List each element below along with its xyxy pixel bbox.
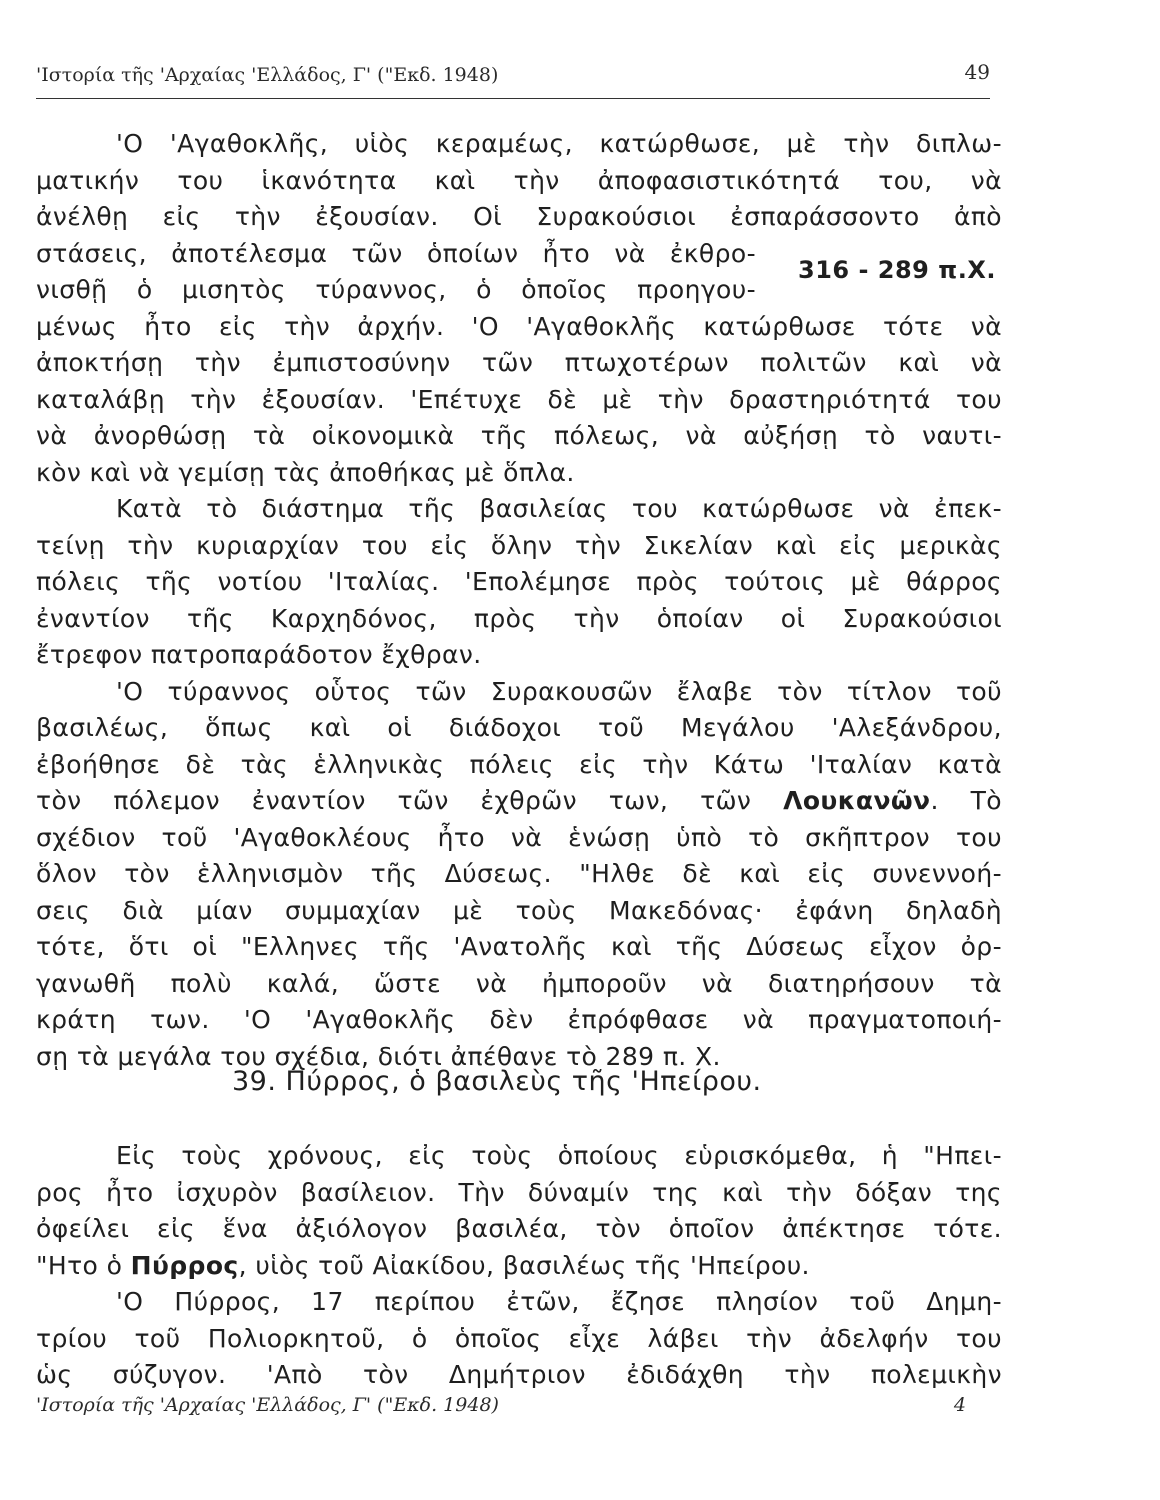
text-line: σχέδιον τοῦ 'Αγαθοκλέους ἦτο νὰ ἑνώσῃ ὑπὸ τὸ σκῆπτρον του — [36, 822, 1002, 852]
page-number: 49 — [964, 60, 990, 84]
text-line: ἐβοήθησε δὲ τὰς ἑλληνικὰς πόλεις εἰς τὴν Κάτω 'Ιταλίαν κατὰ — [36, 749, 1002, 779]
text-line: ὀφείλει εἰς ἕνα ἀξιόλογον βασιλέα, τὸν ὁποῖον ἀπέκτησε τότε. — [36, 1214, 1002, 1243]
text-line: τότε, ὅτι οἱ "Ελληνες τῆς 'Ανατολῆς καὶ τῆς Δύσεως εἶχον ὀρ- — [36, 932, 1002, 961]
signature-number: 4 — [953, 1394, 966, 1416]
date-sidenote: 316 - 289 π.Χ. — [798, 256, 996, 284]
text-fragment: τὸν πόλεμον ἐναντίον τῶν ἐχθρῶν των, τῶν — [36, 786, 784, 815]
text-line: ὅλον τὸν ἑλληνισμὸν τῆς Δύσεως. "Ηλθε δὲ καὶ εἰς συνεννοή- — [36, 859, 1002, 888]
text-line: σῃ τὰ μεγάλα του σχέδια, διότι ἀπέθανε τὸ 289 π. Χ. — [36, 1041, 721, 1071]
text-line: νισθῇ ὁ μισητὸς τύραννος, ὁ ὁποῖος προηγου- — [36, 275, 756, 304]
text-line: ματικήν του ἱκανότητα καὶ τὴν ἀποφασιστικότητά του, νὰ — [36, 165, 1002, 195]
text-line: μένως ἦτο εἰς τὴν ἀρχήν. 'Ο 'Αγαθοκλῆς κατώρθωσε τότε νὰ — [36, 311, 1002, 341]
text-line: 'Ο Πύρρος, 17 περίπου ἐτῶν, ἔζησε πλησίον τοῦ Δημη- — [116, 1287, 1002, 1316]
text-line: Εἰς τοὺς χρόνους, εἰς τοὺς ὁποίους εὑρισκόμεθα, ἡ "Ηπει- — [116, 1141, 1002, 1170]
section-heading: 39. Πύρρος, ὁ βασιλεὺς τῆς 'Ηπείρου. — [232, 1066, 762, 1097]
text-line: γανωθῆ πολὺ καλά, ὥστε νὰ ἠμποροῦν νὰ διατηρήσουν τὰ — [36, 968, 1002, 998]
text-line: ἀνέλθῃ εἰς τὴν ἐξουσίαν. Οἱ Συρακούσιοι ἐσπαράσσοντο ἀπὸ — [36, 202, 1002, 231]
text-line: ἐναντίον τῆς Καρχηδόνος, πρὸς τὴν ὁποίαν οἱ Συρακούσιοι — [36, 603, 1002, 633]
text-line: τρίου τοῦ Πολιορκητοῦ, ὁ ὁποῖος εἶχε λάβει τὴν ἀδελφήν του — [36, 1323, 1002, 1353]
text-line: κράτη των. 'Ο 'Αγαθοκλῆς δὲν ἐπρόφθασε νὰ πραγματοποιή- — [36, 1005, 1002, 1034]
text-line — [36, 1248, 1002, 1285]
footer-title: 'Ιστορία τῆς 'Αρχαίας 'Ελλάδος, Γ' ("Εκδ. 1948) — [36, 1394, 499, 1416]
main-text-continued — [36, 1138, 1002, 1394]
header-rule — [36, 98, 990, 99]
bold-term: Πύρρος — [130, 1250, 239, 1280]
main-text — [36, 126, 1002, 1075]
text-line: τείνῃ τὴν κυριαρχίαν του εἰς ὅλην τὴν Σικελίαν καὶ εἰς μερικὰς — [36, 530, 1002, 560]
text-line: ἀποκτήσῃ τὴν ἐμπιστοσύνην τῶν πτωχοτέρων πολιτῶν καὶ νὰ — [36, 348, 1002, 377]
text-line: νὰ ἀνορθώσῃ τὰ οἰκονομικὰ τῆς πόλεως, νὰ αὐξήσῃ τὸ ναυτι- — [36, 421, 1002, 450]
running-header — [36, 60, 990, 86]
text-line: κὸν καὶ νὰ γεμίσῃ τὰς ἀποθήκας μὲ ὅπλα. — [36, 457, 575, 487]
text-line: ρος ἦτο ἰσχυρὸν βασίλειον. Τὴν δύναμίν της καὶ τὴν δόξαν της — [36, 1177, 1002, 1207]
header-title: 'Ιστορία τῆς 'Αρχαίας 'Ελλάδος, Γ' ("Εκδ. 1948) — [36, 64, 499, 86]
text-line: ἔτρεφον πατροπαράδοτον ἔχθραν. — [36, 640, 482, 669]
signature-footer — [36, 1394, 966, 1416]
text-line — [36, 783, 1002, 820]
text-line: βασιλέως, ὅπως καὶ οἱ διάδοχοι τοῦ Μεγάλου 'Αλεξάνδρου, — [36, 713, 1002, 742]
text-line: στάσεις, ἀποτέλεσμα τῶν ὁποίων ἦτο νὰ ἐκθρο- — [36, 238, 756, 268]
bold-term: Λουκανῶν — [783, 786, 931, 815]
text-line: 'Ο τύραννος οὗτος τῶν Συρακουσῶν ἔλαβε τὸν τίτλον τοῦ — [116, 676, 1002, 706]
text-fragment: . Τὸ — [930, 786, 1002, 815]
text-line: 'Ο 'Αγαθοκλῆς, υἱὸς κεραμέως, κατώρθωσε, μὲ τὴν διπλω- — [116, 129, 1002, 158]
text-fragment: "Ητο ὁ — [36, 1250, 131, 1280]
text-fragment: , υἱὸς τοῦ Αἰακίδου, βασιλέως τῆς 'Ηπείρου. — [238, 1250, 810, 1280]
text-line: σεις διὰ μίαν συμμαχίαν μὲ τοὺς Μακεδόνας· ἐφάνη δηλαδὴ — [36, 895, 1002, 925]
text-line: καταλάβῃ τὴν ἐξουσίαν. 'Επέτυχε δὲ μὲ τὴν δραστηριότητά του — [36, 384, 1002, 414]
text-line: πόλεις τῆς νοτίου 'Ιταλίας. 'Επολέμησε πρὸς τούτοις μὲ θάρρος — [36, 567, 1002, 596]
text-line: Κατὰ τὸ διάστημα τῆς βασιλείας του κατώρθωσε νὰ ἐπεκ- — [116, 494, 1002, 523]
text-line: ὡς σύζυγον. 'Απὸ τὸν Δημήτριον ἐδιδάχθη τὴν πολεμικὴν — [36, 1360, 1002, 1389]
